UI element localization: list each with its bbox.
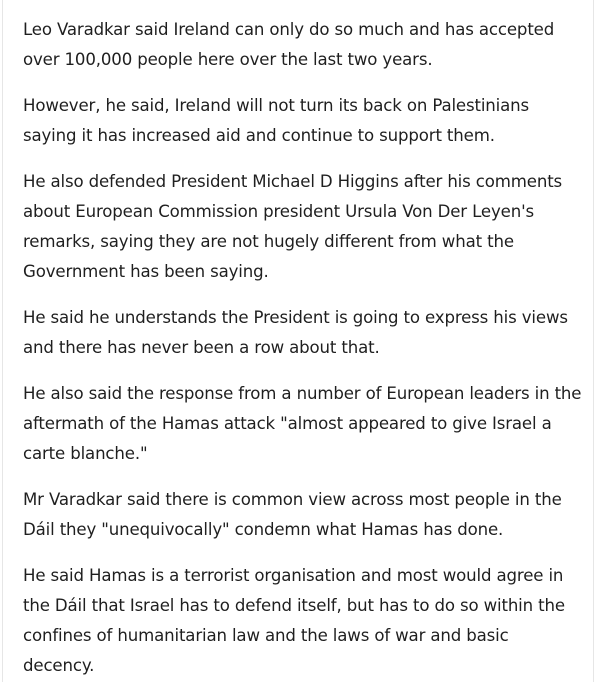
article-paragraph: He said Hamas is a terrorist organisation and most would agree in the Dáil that Israel has to defend itself, but has to do so within the confines of humanitarian law and the laws of war and basic decency.	[23, 566, 565, 675]
article-paragraph: He also said the response from a number of European leaders in the aftermath of the Hamas attack "almost appeared to give Israel a carte blanche."	[23, 384, 582, 463]
article-paragraph: He also defended President Michael D Higgins after his comments about European Commission president Ursula Von Der Leyen's remarks, saying they are not hugely different from what the Government has been saying.	[23, 172, 563, 281]
article-paragraph: Mr Varadkar said there is common view across most people in the Dáil they "unequivocally" condemn what Hamas has done.	[23, 490, 562, 539]
article-paragraph: However, he said, Ireland will not turn its back on Palestinians saying it has increased aid and continue to support them.	[23, 96, 530, 145]
article-paragraph: He said he understands the President is going to express his views and there has never been a row about that.	[23, 308, 568, 357]
article-body	[23, 15, 583, 682]
article-paragraph: Leo Varadkar said Ireland can only do so much and has accepted over 100,000 people here over the last two years.	[23, 20, 555, 69]
